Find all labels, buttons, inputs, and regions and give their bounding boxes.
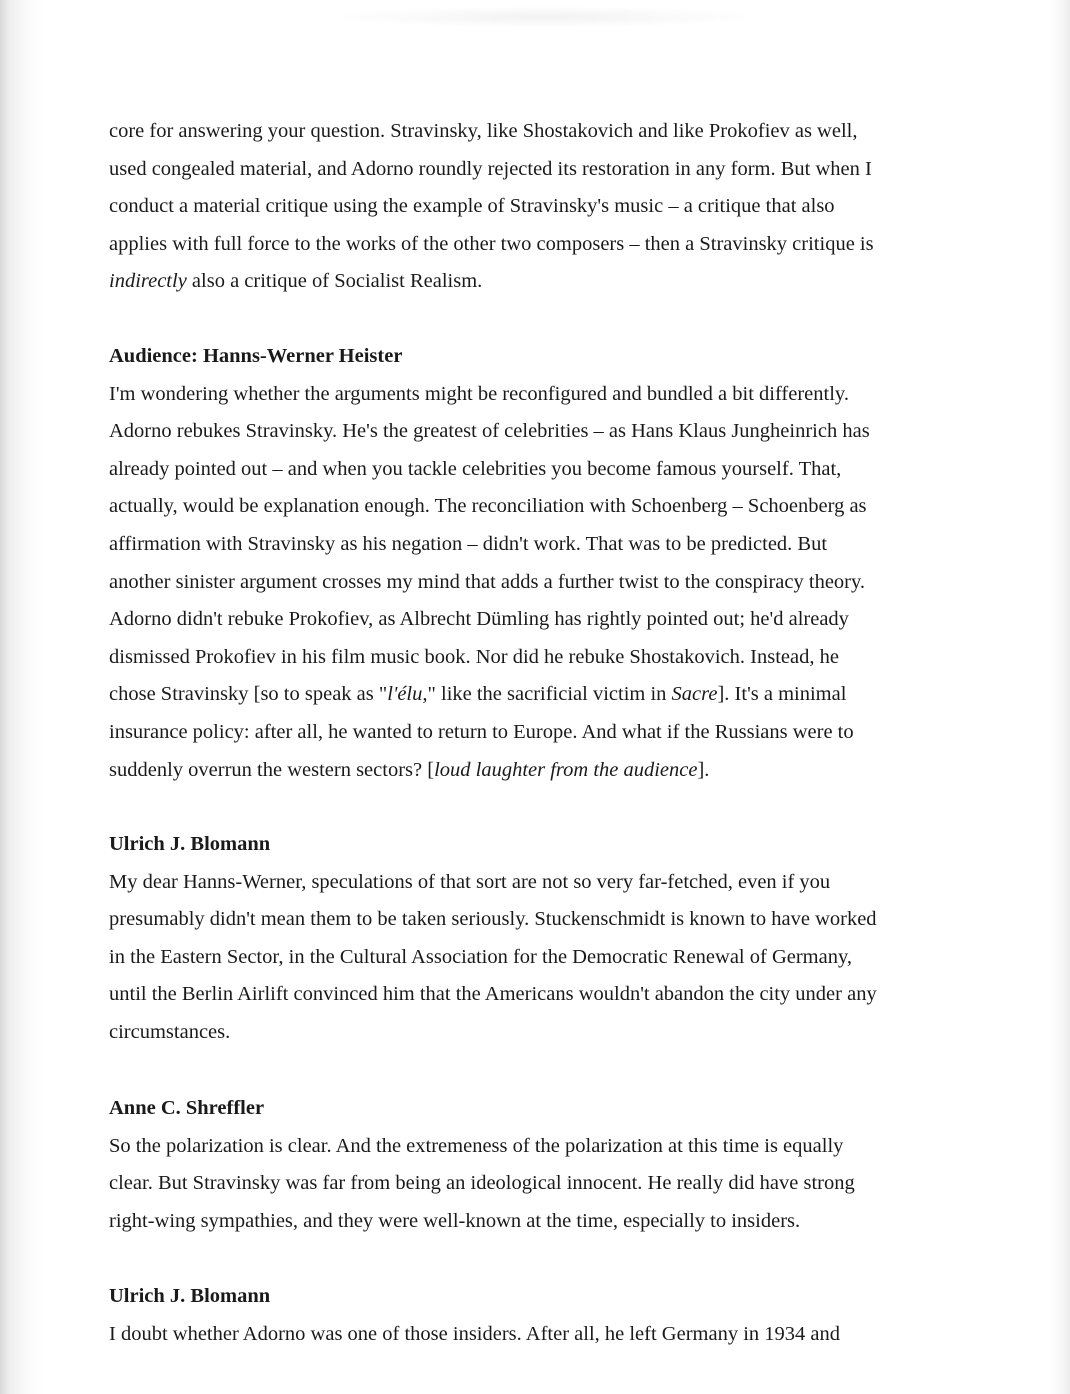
text-line: conduct a material critique using the example of Stravinsky's music – a critique that also — [109, 195, 835, 218]
text-run: also a critique of Socialist Realism. — [186, 270, 483, 293]
text-line: Adorno rebukes Stravinsky. He's the greatest of celebrities – as Hans Klaus Jungheinrich has — [109, 420, 870, 443]
paragraph-continuation — [109, 113, 929, 301]
text-line: applies with full force to the works of the other two composers – then a Stravinsky critique is — [109, 232, 874, 255]
text-line — [109, 263, 929, 301]
text-line: dismissed Prokofiev in his film music book. Nor did he rebuke Shostakovich. Instead, he — [109, 645, 839, 668]
text-run: suddenly overrun the western sectors? [ — [109, 758, 435, 781]
text-line: clear. But Stravinsky was far from being an ideological innocent. He really did have strong — [109, 1172, 855, 1195]
speaker-name: Audience: Hanns-Werner Heister — [109, 345, 403, 367]
text-line — [109, 676, 929, 714]
text-line: actually, would be explanation enough. The reconciliation with Schoenberg – Schoenberg as — [109, 495, 867, 518]
text-line: used congealed material, and Adorno roundly rejected its restoration in any form. But when I — [109, 157, 872, 180]
text-line: I'm wondering whether the arguments might be reconfigured and bundled a bit differently. — [109, 382, 849, 405]
paragraph-blomann-2 — [109, 1278, 929, 1353]
text-line: insurance policy: after all, he wanted to return to Europe. And what if the Russians were to — [109, 720, 854, 743]
speaker-name: Ulrich J. Blomann — [109, 833, 271, 855]
text-run: ]. — [697, 758, 710, 781]
text-run: ]. It's a minimal — [717, 683, 847, 706]
text-line: in the Eastern Sector, in the Cultural Association for the Democratic Renewal of Germany, — [109, 945, 853, 968]
text-line: Adorno didn't rebuke Prokofiev, as Albrecht Dümling has rightly pointed out; he'd already — [109, 608, 849, 631]
text-line: right-wing sympathies, and they were well-known at the time, especially to insiders. — [109, 1209, 801, 1232]
text-line: presumably didn't mean them to be taken seriously. Stuckenschmidt is known to have worked — [109, 908, 877, 931]
text-line: another sinister argument crosses my mind that adds a further twist to the conspiracy theory. — [109, 570, 866, 593]
text-run: " like the sacrificial victim in — [427, 683, 672, 706]
speaker-name: Anne C. Shreffler — [109, 1097, 265, 1119]
paragraph-shreffler — [109, 1090, 929, 1240]
emphasis-text: Sacre — [671, 683, 718, 706]
scan-shadow — [330, 6, 760, 28]
paragraph-blomann-1 — [109, 826, 929, 1052]
text-run: chose Stravinsky [so to speak as " — [109, 683, 388, 706]
speaker-name: Ulrich J. Blomann — [109, 1285, 271, 1307]
text-line — [109, 752, 929, 790]
text-line: So the polarization is clear. And the extremeness of the polarization at this time is equally — [109, 1134, 844, 1157]
text-line: affirmation with Stravinsky as his negation – didn't work. That was to be predicted. But — [109, 532, 828, 555]
emphasis-text: l'élu, — [387, 683, 428, 706]
text-line: core for answering your question. Stravinsky, like Shostakovich and like Prokofiev as well, — [109, 120, 858, 142]
text-line: circumstances. — [109, 1020, 231, 1043]
text-line: I doubt whether Adorno was one of those insiders. After all, he left Germany in 1934 and — [109, 1322, 840, 1345]
text-line: until the Berlin Airlift convinced him that the Americans wouldn't abandon the city under any — [109, 983, 877, 1006]
emphasis-text: loud laughter from the audience — [434, 758, 698, 781]
emphasis-text: indirectly — [109, 270, 187, 293]
text-line: already pointed out – and when you tackle celebrities you become famous yourself. That, — [109, 457, 842, 480]
text-line: My dear Hanns-Werner, speculations of that sort are not so very far-fetched, even if you — [109, 870, 831, 893]
paragraph-heister — [109, 338, 929, 789]
